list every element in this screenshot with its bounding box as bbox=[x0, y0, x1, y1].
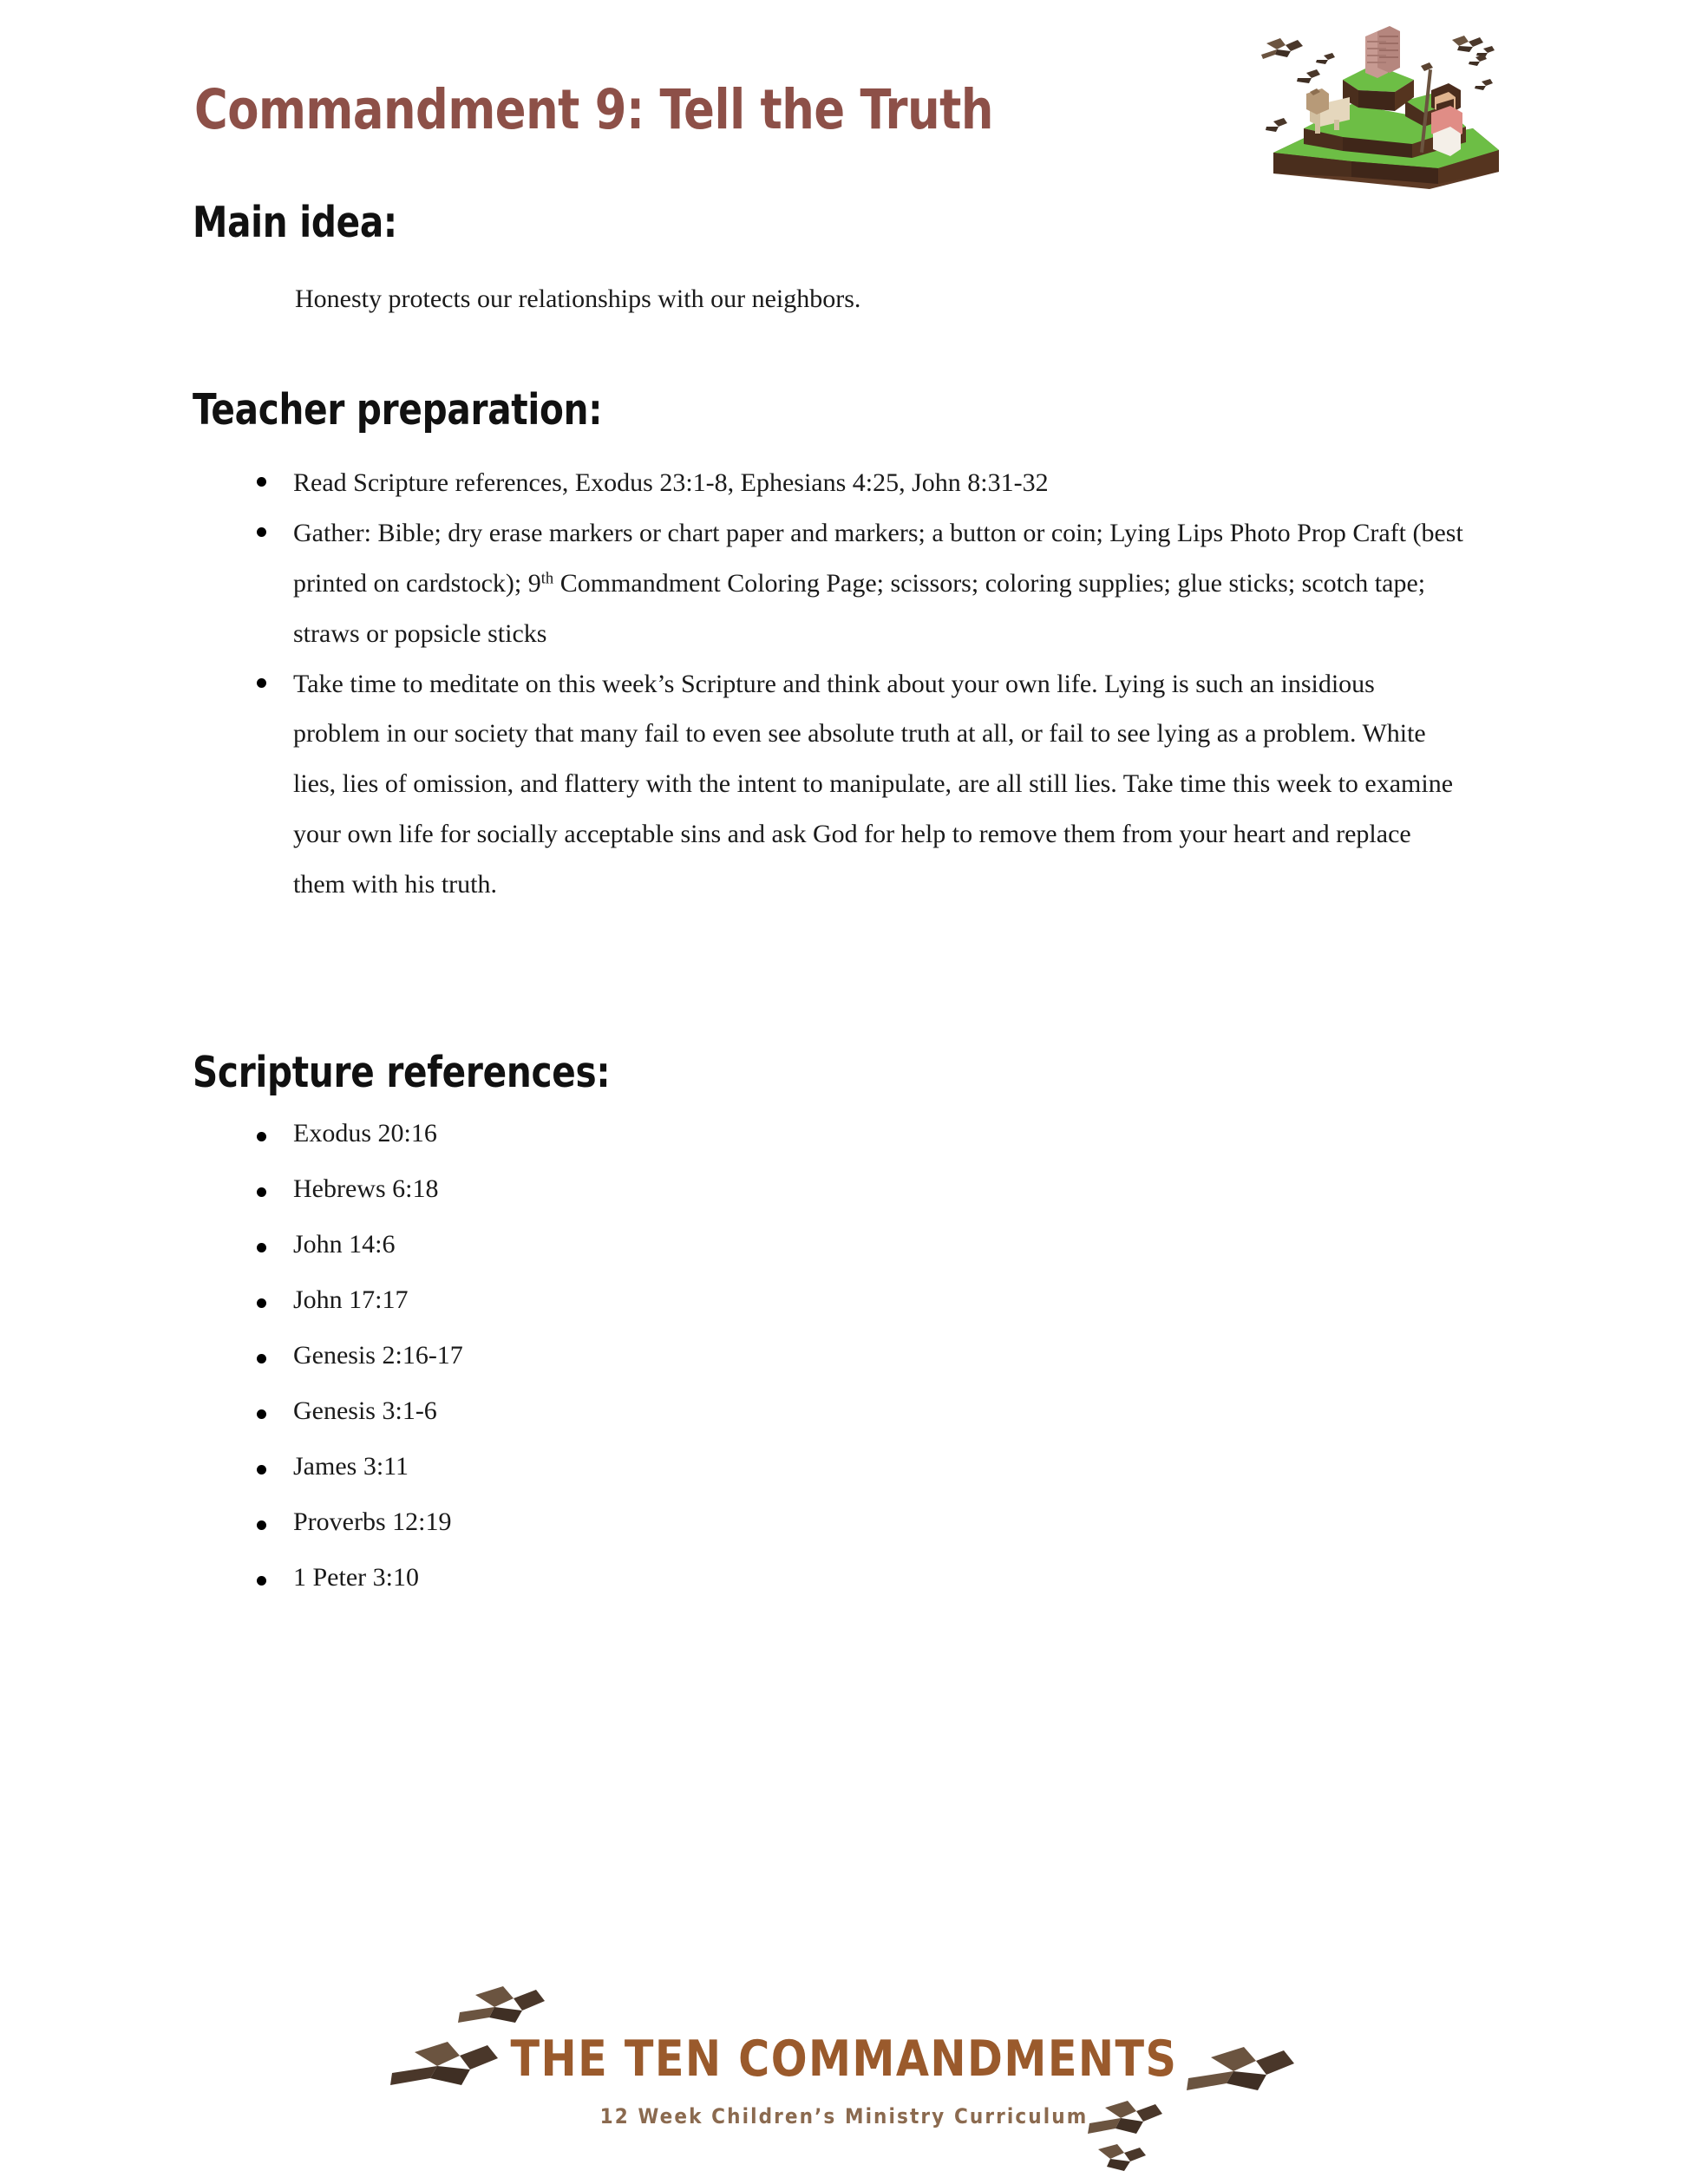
scripture-reference: Exodus 20:16 bbox=[293, 1119, 437, 1148]
bullet-icon bbox=[257, 1243, 266, 1252]
list-item bbox=[252, 1121, 945, 1154]
footer-logo-title: THE TEN COMMANDMENTS bbox=[510, 2030, 1178, 2088]
list-item bbox=[252, 1398, 945, 1431]
bird-icon bbox=[1476, 46, 1495, 57]
scripture-reference: 1 Peter 3:10 bbox=[293, 1563, 419, 1592]
list-item bbox=[252, 1509, 945, 1542]
list-item-text-pre: Take time to meditate on this week’s Scripture and think about your own life. Lying is such an insidious problem in our society that many fail to even see absolute truth at all, or fail to see lying as a problem. White lies, lies of omission, and flattery with the intent to manipulate, are all still lies. Take time this week to examine your own life for socially acceptable sins and ask God for help to remove them from your heart and replace them with his truth. bbox=[293, 669, 1454, 899]
list-item-text-pre: Read Scripture references, Exodus 23:1-8, Ephesians 4:25, John 8:31-32 bbox=[293, 468, 1049, 497]
bird-icon bbox=[1266, 118, 1287, 132]
bullet-icon bbox=[257, 1576, 266, 1586]
page-title: Commandment 9: Tell the Truth bbox=[194, 78, 993, 141]
list-item bbox=[252, 1565, 945, 1598]
voxel-bird-icon bbox=[1098, 2144, 1146, 2171]
ordinal-suffix: th bbox=[540, 569, 554, 588]
bullet-icon bbox=[257, 678, 266, 688]
scripture-reference: James 3:11 bbox=[293, 1452, 409, 1481]
voxel-bird-icon bbox=[458, 1986, 545, 2023]
section-heading-main-idea: Main idea: bbox=[193, 198, 397, 247]
list-item bbox=[252, 1343, 945, 1376]
list-item bbox=[252, 1287, 945, 1320]
scripture-reference: John 14:6 bbox=[293, 1230, 396, 1259]
bullet-icon bbox=[257, 1520, 266, 1530]
scripture-reference: Hebrews 6:18 bbox=[293, 1174, 439, 1203]
section-heading-teacher-preparation: Teacher preparation: bbox=[193, 385, 603, 435]
scripture-reference: John 17:17 bbox=[293, 1285, 409, 1314]
moses-mount-sinai-voxel-illustration bbox=[1213, 7, 1508, 206]
footer-logo-subtitle: 12 Week Children’s Ministry Curriculum bbox=[599, 2104, 1089, 2128]
list-item-text-pre: Gather: Bible; dry erase markers or chart paper and markers; a button or coin; Lying Lips Photo Prop Craft (best printed on cardstock); 9 bbox=[293, 518, 1463, 598]
list-item bbox=[252, 508, 1466, 659]
bird-icon bbox=[1469, 55, 1487, 66]
bird-icon bbox=[1452, 36, 1483, 52]
bullet-icon bbox=[257, 1465, 266, 1475]
bullet-icon bbox=[257, 1132, 266, 1141]
section-heading-scripture-references: Scripture references: bbox=[193, 1048, 611, 1097]
footer bbox=[0, 1978, 1688, 2184]
bird-icon bbox=[1297, 69, 1320, 83]
bird-icon bbox=[1475, 79, 1493, 90]
list-item bbox=[252, 458, 1466, 508]
main-idea-paragraph: Honesty protects our relationships with our neighbors. bbox=[295, 284, 861, 313]
scripture-reference: Proverbs 12:19 bbox=[293, 1507, 452, 1536]
bird-icon bbox=[1316, 53, 1335, 64]
scripture-reference: Genesis 2:16-17 bbox=[293, 1341, 463, 1370]
teacher-preparation-list bbox=[252, 458, 1466, 910]
bullet-icon bbox=[257, 1354, 266, 1363]
bullet-icon bbox=[257, 527, 266, 537]
stone-tablets-icon bbox=[1365, 26, 1400, 78]
bullet-icon bbox=[257, 477, 266, 487]
bullet-icon bbox=[257, 1298, 266, 1308]
bullet-icon bbox=[257, 1187, 266, 1197]
list-item bbox=[252, 1454, 945, 1487]
list-item-text-post: Commandment Coloring Page; scissors; coloring supplies; glue sticks; scotch tape; straws or popsicle sticks bbox=[293, 568, 1426, 648]
scripture-reference: Genesis 3:1-6 bbox=[293, 1396, 437, 1425]
scripture-references-list bbox=[252, 1121, 945, 1620]
list-item bbox=[252, 1176, 945, 1209]
list-item bbox=[252, 659, 1466, 910]
bird-icon bbox=[1261, 38, 1303, 59]
list-item bbox=[252, 1232, 945, 1265]
bullet-icon bbox=[257, 1409, 266, 1419]
